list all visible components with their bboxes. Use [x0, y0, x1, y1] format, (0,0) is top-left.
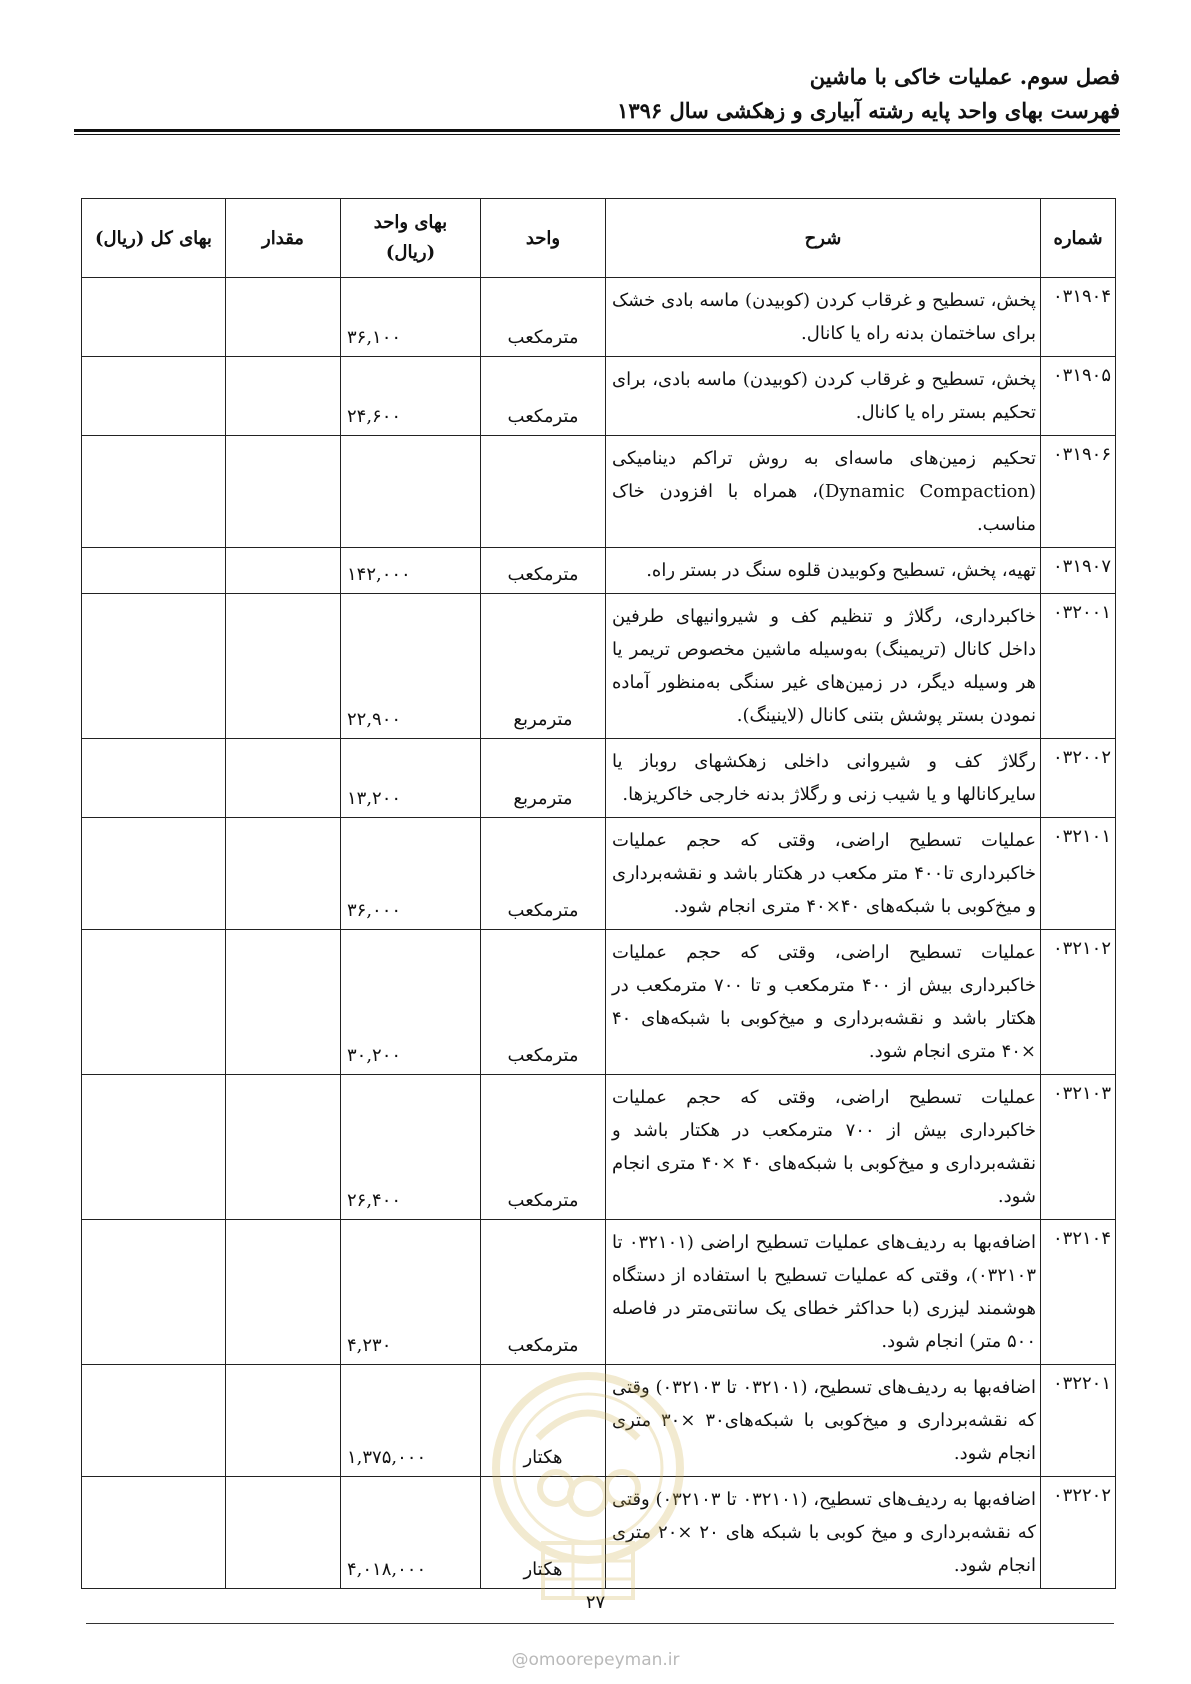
row-unit: مترمکعب	[481, 278, 606, 357]
row-unit-price: ۲۲,۹۰۰	[341, 594, 481, 739]
header-unit-price-currency: (ریال)	[385, 242, 436, 263]
row-unit: هکتار	[481, 1365, 606, 1477]
table-row	[82, 739, 1116, 818]
row-code: ۰۳۲۱۰۴	[1041, 1220, 1116, 1365]
row-unit-price: ۱,۳۷۵,۰۰۰	[341, 1365, 481, 1477]
row-description: اضافه‌بها به ردیف‌های تسطیح، (۰۳۲۱۰۱ تا ۰۳۲۱۰۳) وقتی که نقشه‌برداری و میخ کوبی با شبکه های ۲۰ ×۲۰ متری انجام شود.	[606, 1477, 1041, 1589]
row-unit-price: ۴,۰۱۸,۰۰۰	[341, 1477, 481, 1589]
header-quantity: مقدار	[226, 199, 341, 278]
row-description: تهیه، پخش، تسطیح وکوبیدن قلوه سنگ در بستر راه.	[606, 548, 1041, 594]
table-row	[82, 930, 1116, 1075]
table-row	[82, 594, 1116, 739]
row-description: عملیات تسطیح اراضی، وقتی که حجم عملیات خاکبرداری تا۴۰۰ متر مکعب در هکتار باشد و نقشه‌برداری و میخ‌کوبی با شبکه‌های ۴۰×۴۰ متری انجام شود.	[606, 818, 1041, 930]
table-body	[82, 278, 1116, 1589]
row-code: ۰۳۱۹۰۶	[1041, 436, 1116, 548]
table-row	[82, 1220, 1116, 1365]
row-total-price	[82, 818, 226, 930]
row-code: ۰۳۲۱۰۲	[1041, 930, 1116, 1075]
row-total-price	[82, 1220, 226, 1365]
table-header-row	[82, 199, 1116, 278]
header-code: شماره	[1041, 199, 1116, 278]
row-unit-price: ۲۴,۶۰۰	[341, 357, 481, 436]
row-unit-price: ۱۳,۲۰۰	[341, 739, 481, 818]
footer-rule	[86, 1623, 1114, 1624]
row-total-price	[82, 739, 226, 818]
row-quantity	[226, 739, 341, 818]
row-unit	[481, 436, 606, 548]
header-unit: واحد	[481, 199, 606, 278]
row-unit-price: ۱۴۲,۰۰۰	[341, 548, 481, 594]
row-total-price	[82, 278, 226, 357]
row-unit: مترمربع	[481, 739, 606, 818]
table-row	[82, 436, 1116, 548]
row-description: اضافه‌بها به ردیف‌های تسطیح، (۰۳۲۱۰۱ تا ۰۳۲۱۰۳) وقتی که نقشه‌برداری و میخ‌کوبی با شبکه‌های۳۰ ×۳۰ متری انجام شود.	[606, 1365, 1041, 1477]
row-quantity	[226, 1075, 341, 1220]
row-code: ۰۳۲۲۰۱	[1041, 1365, 1116, 1477]
header-unit-price-label: بهای واحد	[373, 212, 448, 233]
row-unit-price: ۳۰,۲۰۰	[341, 930, 481, 1075]
header-rule-thin	[74, 134, 1120, 135]
price-table	[81, 198, 1116, 1589]
table-row	[82, 1075, 1116, 1220]
row-total-price	[82, 548, 226, 594]
row-unit-price: ۳۶,۰۰۰	[341, 818, 481, 930]
table-row	[82, 357, 1116, 436]
row-code: ۰۳۲۰۰۲	[1041, 739, 1116, 818]
row-code: ۰۳۱۹۰۷	[1041, 548, 1116, 594]
row-code: ۰۳۱۹۰۴	[1041, 278, 1116, 357]
table-row	[82, 278, 1116, 357]
row-quantity	[226, 357, 341, 436]
header-total-price: بهای کل (ریال)	[82, 199, 226, 278]
row-code: ۰۳۲۲۰۲	[1041, 1477, 1116, 1589]
row-code: ۰۳۲۱۰۳	[1041, 1075, 1116, 1220]
row-quantity	[226, 594, 341, 739]
row-unit-price: ۲۶,۴۰۰	[341, 1075, 481, 1220]
row-total-price	[82, 1365, 226, 1477]
table-row	[82, 818, 1116, 930]
row-unit-price: ۳۶,۱۰۰	[341, 278, 481, 357]
header-unit-price	[341, 199, 481, 278]
page-header	[70, 60, 1120, 128]
row-description: خاکبرداری، رگلاژ و تنظیم کف و شیروانیهای طرفین داخل کانال (تریمینگ) به‌وسیله ماشین مخصوص تریمر یا هر وسیله دیگر، در زمین‌های غیر سنگی به‌منظور آماده نمودن بستر پوشش بتنی کانال (لاینینگ).	[606, 594, 1041, 739]
row-description: عملیات تسطیح اراضی، وقتی که حجم عملیات خاکبرداری بیش از ۴۰۰ مترمکعب و تا ۷۰۰ مترمکعب در هکتار باشد و نقشه‌برداری و میخ‌کوبی با شبکه‌های ۴۰ ×۴۰ متری انجام شود.	[606, 930, 1041, 1075]
header-description: شرح	[606, 199, 1041, 278]
row-total-price	[82, 357, 226, 436]
row-unit: مترمربع	[481, 594, 606, 739]
row-total-price	[82, 436, 226, 548]
row-description: عملیات تسطیح اراضی، وقتی که حجم عملیات خاکبرداری بیش از ۷۰۰ مترمکعب در هکتار باشد و نقشه‌برداری و میخ‌کوبی با شبکه‌های ۴۰ ×۴۰ متری انجام شود.	[606, 1075, 1041, 1220]
row-code: ۰۳۲۰۰۱	[1041, 594, 1116, 739]
row-quantity	[226, 1365, 341, 1477]
row-total-price	[82, 594, 226, 739]
list-title: فهرست بهای واحد پایه رشته آبیاری و زهکشی سال ۱۳۹۶	[617, 98, 1120, 123]
row-description: تحکیم زمین‌های ماسه‌ای به روش تراکم دینامیکی (Dynamic Compaction)، همراه با افزودن خاک مناسب.	[606, 436, 1041, 548]
row-total-price	[82, 1075, 226, 1220]
row-description: پخش، تسطیح و غرقاب کردن (کوبیدن) ماسه بادی خشک برای ساختمان بدنه راه یا کانال.	[606, 278, 1041, 357]
row-unit: مترمکعب	[481, 930, 606, 1075]
row-unit: مترمکعب	[481, 818, 606, 930]
row-quantity	[226, 930, 341, 1075]
row-quantity	[226, 278, 341, 357]
row-unit: هکتار	[481, 1477, 606, 1589]
table-row	[82, 548, 1116, 594]
row-code: ۰۳۱۹۰۵	[1041, 357, 1116, 436]
table-row	[82, 1365, 1116, 1477]
header-rule-thick	[74, 129, 1120, 132]
row-code: ۰۳۲۱۰۱	[1041, 818, 1116, 930]
chapter-title: فصل سوم. عملیات خاکی با ماشین	[809, 64, 1120, 89]
row-unit: مترمکعب	[481, 1220, 606, 1365]
row-unit: مترمکعب	[481, 1075, 606, 1220]
row-description: رگلاژ کف و شیروانی داخلی زهکشهای روباز یا سایرکانالها و یا شیب زنی و رگلاژ بدنه خارجی خاکریزها.	[606, 739, 1041, 818]
row-quantity	[226, 436, 341, 548]
row-quantity	[226, 818, 341, 930]
row-total-price	[82, 930, 226, 1075]
row-description: اضافه‌بها به ردیف‌های عملیات تسطیح اراضی (۰۳۲۱۰۱ تا ۰۳۲۱۰۳)، وقتی که عملیات تسطیح با استفاده از دستگاه هوشمند لیزری (با حداکثر خطای یک سانتی‌متر در فاصله ۵۰۰ متر) انجام شود.	[606, 1220, 1041, 1365]
row-total-price	[82, 1477, 226, 1589]
row-quantity	[226, 1220, 341, 1365]
row-unit-price	[341, 436, 481, 548]
row-unit: مترمکعب	[481, 548, 606, 594]
table-row	[82, 1477, 1116, 1589]
row-unit: مترمکعب	[481, 357, 606, 436]
row-unit-price: ۴,۲۳۰	[341, 1220, 481, 1365]
site-watermark: @omoorepeyman.ir	[511, 1650, 680, 1670]
row-quantity	[226, 1477, 341, 1589]
row-quantity	[226, 548, 341, 594]
page-number: ۲۷	[585, 1592, 606, 1613]
row-description: پخش، تسطیح و غرقاب کردن (کوبیدن) ماسه بادی، برای تحکیم بستر راه یا کانال.	[606, 357, 1041, 436]
